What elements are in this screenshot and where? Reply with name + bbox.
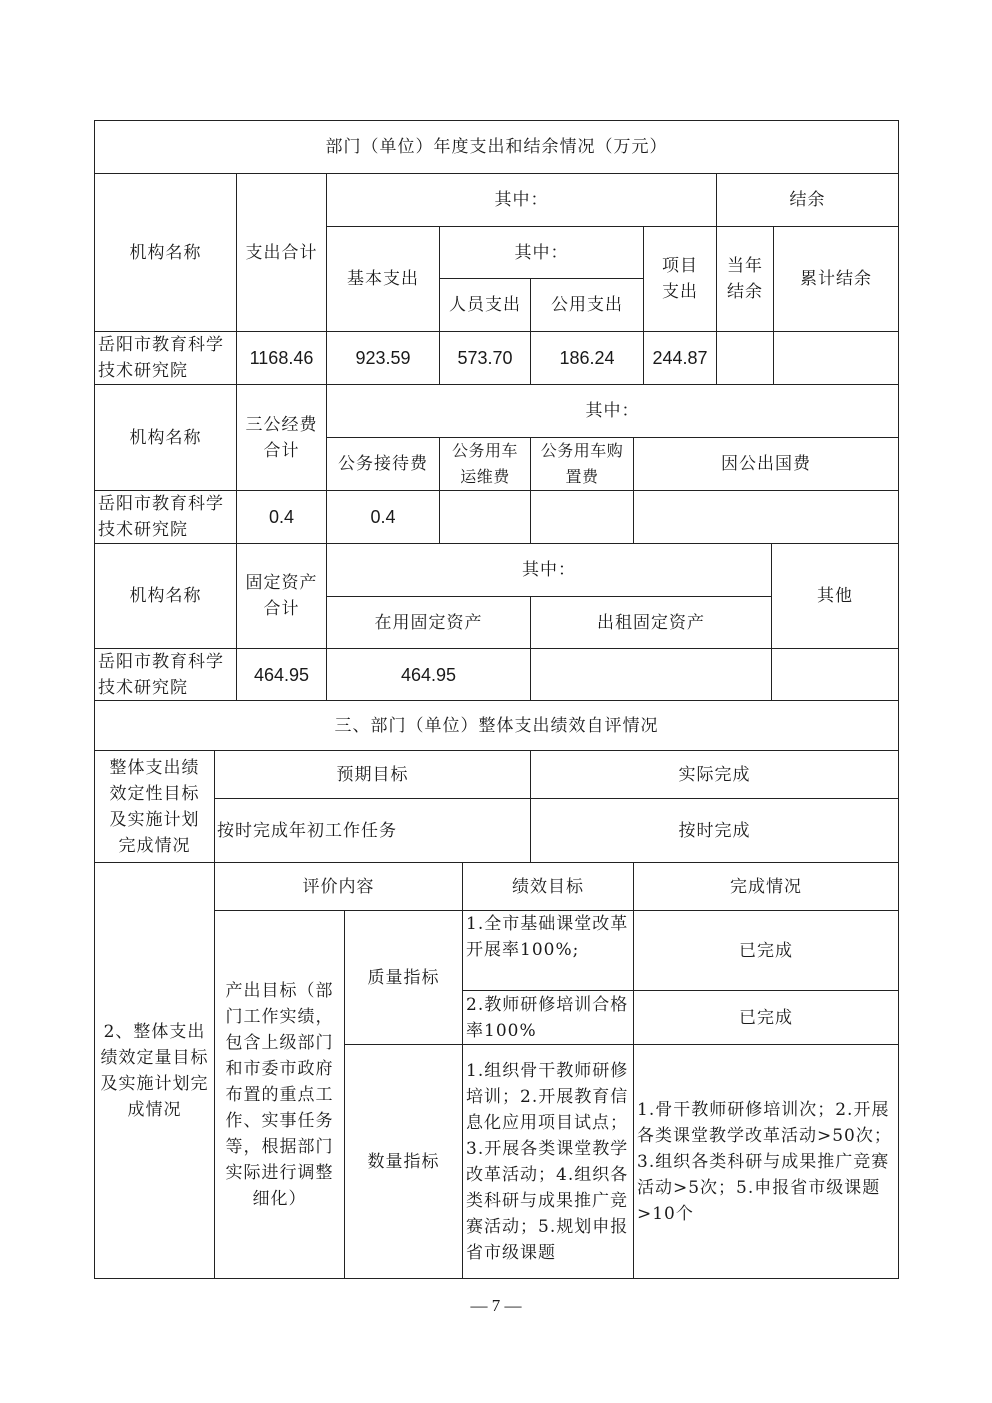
s1-balance-label: 结余 <box>789 190 826 210</box>
s2-three-public-total-label: 三公经费合计 <box>245 414 318 461</box>
quality-completion-2 <box>633 990 899 1045</box>
qualitative-expected-header <box>214 750 531 799</box>
s3-row-org-name-text: 岳阳市教育科学技术研究院 <box>98 651 224 698</box>
s2-row-reception-value: 0.4 <box>370 507 396 527</box>
s2-header-of-which <box>326 384 899 438</box>
output-goal <box>214 910 345 1279</box>
s3-org-name-label: 机构名称 <box>129 586 202 606</box>
s1-row-public-expense-value: 186.24 <box>559 348 615 368</box>
quantity-indicator-text: 数量指标 <box>367 1151 440 1172</box>
s3-header-leased <box>530 596 772 649</box>
s3-header-in-use <box>326 596 531 649</box>
quantity-completion <box>633 1044 899 1279</box>
quality-completion-1-text: 已完成 <box>739 940 793 961</box>
output-goal-text: 产出目标（部门工作实绩，包含上级部门和市委市政府布置的重点工作、实事任务等，根据部门实际进行调整细化） <box>225 980 334 1209</box>
quality-indicator-text: 质量指标 <box>367 967 440 988</box>
s1-row-project-expense <box>643 331 717 385</box>
s1-personnel-expense-label: 人员支出 <box>449 295 521 315</box>
s2-row-org-name-text: 岳阳市教育科学技术研究院 <box>98 494 224 540</box>
s2-header-overseas-travel <box>633 437 899 491</box>
s1-row-accumulated-balance <box>773 331 899 385</box>
qualitative-actual-value <box>530 798 899 863</box>
s1-header-basic-expense <box>326 226 440 332</box>
quality-indicator <box>344 910 463 1045</box>
s1-header-accumulated-balance <box>773 226 899 332</box>
s1-org-name-label: 机构名称 <box>129 242 202 263</box>
s3-leased-label: 出租固定资产 <box>597 612 705 633</box>
section1-title <box>94 120 899 174</box>
s1-header-org-name <box>94 173 237 332</box>
s1-of-which-inner-label: 其中： <box>514 242 569 263</box>
s1-total-expense-label: 支出合计 <box>245 242 318 263</box>
s3-row-fixed-assets-total-value: 464.95 <box>253 664 310 685</box>
s3-row-in-use <box>326 648 531 701</box>
s2-row-org-name <box>94 490 237 544</box>
s3-other-label: 其他 <box>817 586 853 606</box>
s1-row-basic-expense-value: 923.59 <box>355 348 411 368</box>
quality-target-1-text: 1.全市基础课堂改革开展率100%; <box>466 914 629 960</box>
quality-completion-2-text: 已完成 <box>739 1007 793 1028</box>
quantity-completion-text: 1.骨干教师研修培训次；2.开展各类课堂教学改革活动>50次；3.组织各类科研与成果推广竞赛活动>5次；5.申报省市级课题>10个 <box>637 1099 892 1224</box>
s2-org-name-label: 机构名称 <box>129 427 202 448</box>
quantitative-target-header-text: 绩效目标 <box>512 876 584 897</box>
quality-target-2 <box>462 990 634 1045</box>
s1-row-personnel-expense-value: 573.70 <box>457 348 513 368</box>
qualitative-expected-header-text: 预期目标 <box>336 764 409 785</box>
s1-row-total-expense <box>236 331 327 385</box>
s1-current-year-balance-label: 当年结余 <box>727 256 763 302</box>
evaluation-title <box>94 700 899 751</box>
s1-header-public-expense <box>530 278 644 332</box>
s2-header-three-public-total <box>236 384 327 491</box>
section1-title-text: 部门（单位）年度支出和结余情况（万元） <box>325 137 668 157</box>
s3-row-fixed-assets-total <box>236 648 327 701</box>
s1-header-current-year-balance <box>716 226 774 332</box>
s1-header-total-expense <box>236 173 327 332</box>
s3-header-other <box>771 543 899 649</box>
s1-header-balance <box>716 173 899 227</box>
s2-header-org-name <box>94 384 237 491</box>
quantitative-label-text: 2、整体支出绩效定量目标及实施计划完成情况 <box>100 1021 209 1120</box>
s1-public-expense-label: 公用支出 <box>551 295 623 315</box>
s2-header-reception <box>326 437 440 491</box>
quantitative-completion-header-text: 完成情况 <box>730 876 802 897</box>
s3-of-which-label: 其中： <box>522 560 576 580</box>
s1-row-current-year-balance <box>716 331 774 385</box>
qualitative-expected-value-text: 按时完成年初工作任务 <box>217 820 397 841</box>
s2-row-overseas-travel <box>633 490 899 544</box>
s2-vehicle-maintenance-label: 公务用车运维费 <box>451 441 518 486</box>
s2-row-vehicle-purchase <box>530 490 634 544</box>
quality-completion-1 <box>633 910 899 991</box>
qualitative-label <box>94 750 215 863</box>
s1-of-which-label: 其中： <box>494 190 549 210</box>
qualitative-actual-value-text: 按时完成 <box>678 820 751 841</box>
s2-overseas-travel-label: 因公出国费 <box>721 454 811 474</box>
s3-row-org-name <box>94 648 237 701</box>
s3-in-use-label: 在用固定资产 <box>374 612 483 633</box>
s2-header-vehicle-purchase <box>530 437 634 491</box>
s1-accumulated-balance-label: 累计结余 <box>800 269 872 289</box>
s1-header-of-which-inner <box>439 226 644 279</box>
s3-row-other <box>771 648 899 701</box>
s1-row-personnel-expense <box>439 331 531 385</box>
s1-header-personnel-expense <box>439 278 531 332</box>
s3-row-leased <box>530 648 772 701</box>
s3-header-of-which <box>326 543 772 597</box>
quantity-target <box>462 1044 634 1279</box>
s2-header-vehicle-maintenance <box>439 437 531 491</box>
s1-project-expense-label: 项目支出 <box>662 256 698 302</box>
s1-row-org-name <box>94 331 237 385</box>
s3-fixed-assets-total-label: 固定资产合计 <box>245 573 318 619</box>
s1-header-project-expense <box>643 226 717 332</box>
s3-row-in-use-value: 464.95 <box>400 664 457 685</box>
page-number: — 7 — <box>470 1296 522 1315</box>
qualitative-expected-value <box>214 798 531 863</box>
s2-of-which-label: 其中： <box>585 401 640 421</box>
s1-row-public-expense <box>530 331 644 385</box>
evaluation-title-text: 三、部门（单位）整体支出绩效自评情况 <box>334 715 659 736</box>
qualitative-actual-header <box>530 750 899 799</box>
s2-row-three-public-total-value: 0.4 <box>268 507 295 527</box>
quality-target-1 <box>462 910 634 991</box>
quantitative-content-header-text: 评价内容 <box>302 876 375 897</box>
s2-row-three-public-total <box>236 490 327 544</box>
s2-row-reception <box>326 490 440 544</box>
qualitative-label-text: 整体支出绩效定性目标及实施计划完成情况 <box>109 757 200 856</box>
quantity-target-text: 1.组织骨干教师研修培训；2.开展教育信息化应用项目试点；3.开展各类课堂教学改革活动；4.组织各类科研与成果推广竞赛活动；5.规划申报省市级课题 <box>466 1060 629 1263</box>
qualitative-actual-header-text: 实际完成 <box>678 764 751 785</box>
s3-header-fixed-assets-total <box>236 543 327 649</box>
s1-row-project-expense-value: 244.87 <box>652 348 708 368</box>
s1-row-org-name-text: 岳阳市教育科学技术研究院 <box>98 335 224 381</box>
s2-reception-label: 公务接待费 <box>338 454 428 474</box>
quantitative-target-header <box>462 862 634 911</box>
s1-row-total-expense-value: 1168.46 <box>249 348 314 368</box>
s2-vehicle-purchase-label: 公务用车购置费 <box>540 441 624 486</box>
s1-basic-expense-label: 基本支出 <box>347 269 419 289</box>
s2-row-vehicle-maintenance <box>439 490 531 544</box>
s1-header-of-which <box>326 173 717 227</box>
quantitative-completion-header <box>633 862 899 911</box>
quality-target-2-text: 2.教师研修培训合格率100% <box>466 994 629 1041</box>
quantitative-label <box>94 862 215 1279</box>
quantitative-content-header <box>214 862 463 911</box>
s1-row-basic-expense <box>326 331 440 385</box>
s3-header-org-name <box>94 543 237 649</box>
quantity-indicator <box>344 1044 463 1279</box>
